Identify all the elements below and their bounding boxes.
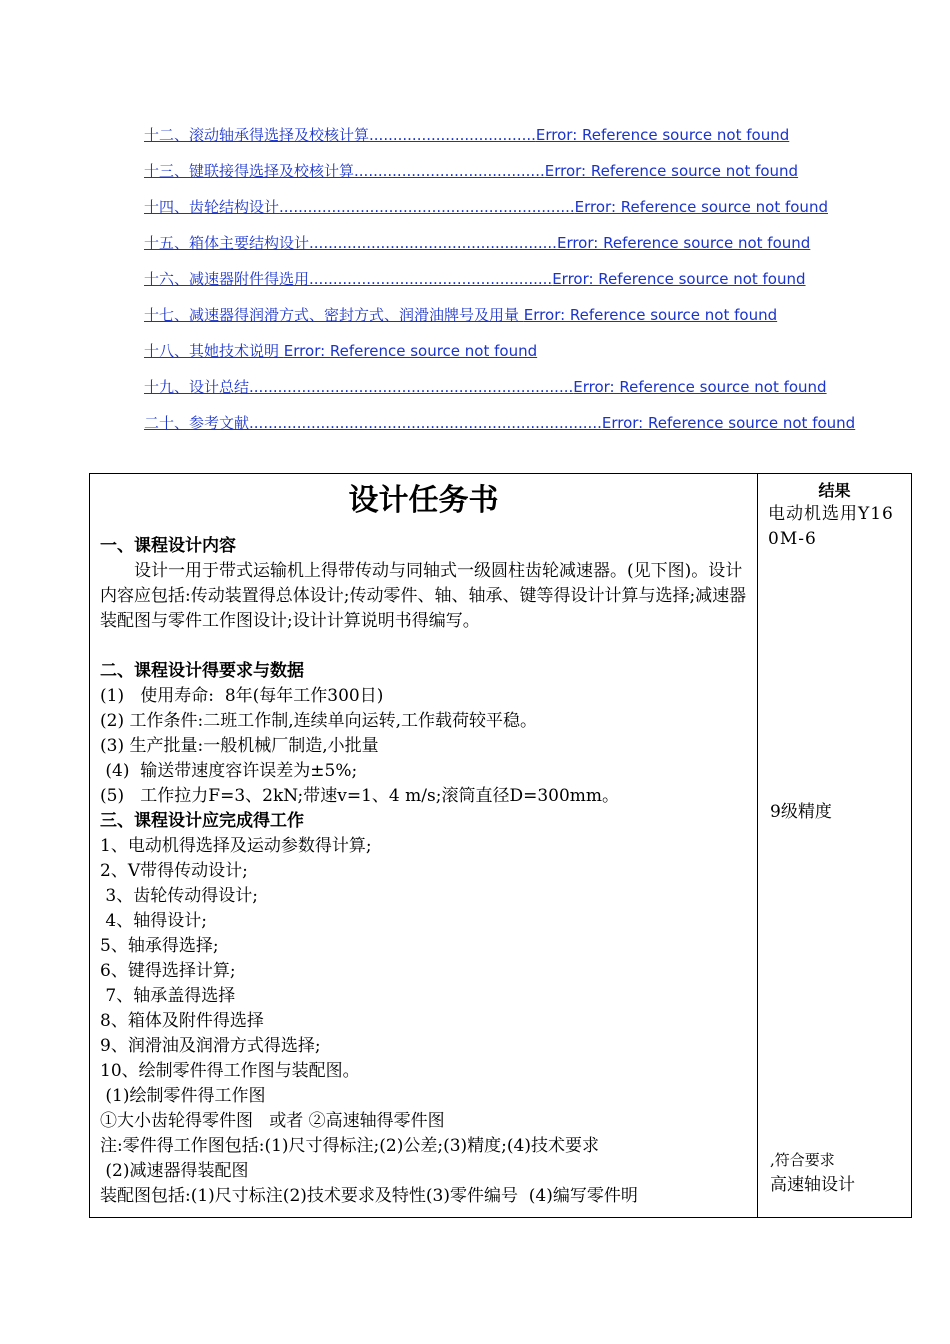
requirement-line: (1) 使用寿命: 8年(每年工作300日)	[100, 686, 384, 706]
toc-entry-20[interactable]	[144, 410, 856, 437]
toc-ref: Error: Reference source not found	[574, 198, 828, 216]
task-line: ①大小齿轮得零件图 或者 ②高速轴得零件图	[100, 1111, 445, 1131]
requirement-line: (3) 生产批量:一般机械厂制造,小批量	[100, 736, 379, 756]
toc-dots: ...................................................	[309, 270, 553, 288]
toc-ref: Error: Reference source not found	[523, 306, 778, 324]
toc-entry-16[interactable]	[144, 266, 814, 293]
task-line: (2)减速器得装配图	[100, 1161, 249, 1181]
toc-dots: ....................................................	[309, 234, 557, 252]
requirement-line: (2) 工作条件:二班工作制,连续单向运转,工作载荷较平稳。	[100, 711, 538, 731]
precision-grade: 9级精度	[770, 802, 832, 822]
toc-title: 十九、设计总结	[144, 378, 250, 396]
toc-ref: Error: Reference source not found	[601, 414, 856, 432]
toc-title: 二十、参考文献	[144, 414, 250, 432]
shaft-design-label: 高速轴设计	[770, 1175, 855, 1195]
results-heading: 结果	[818, 481, 851, 500]
task-line: 2、V带得传动设计;	[100, 861, 248, 881]
results-cell	[758, 474, 911, 1217]
toc-dots: ...................................	[369, 126, 536, 144]
task-line: 装配图包括:(1)尺寸标注(2)技术要求及特性(3)零件编号 (4)编写零件明	[100, 1186, 638, 1206]
task-line: 6、键得选择计算;	[100, 961, 236, 981]
toc-entry-14[interactable]	[144, 194, 828, 221]
task-line: 4、轴得设计;	[100, 911, 207, 931]
toc-ref: Error: Reference source not found	[535, 126, 790, 144]
toc-entry-18[interactable]	[144, 338, 814, 365]
section-heading-2: 二、课程设计得要求与数据	[100, 661, 304, 681]
toc-dots: ..............................................................	[279, 198, 575, 216]
task-line: 注:零件得工作图包括:(1)尺寸得标注;(2)公差;(3)精度;(4)技术要求	[100, 1136, 599, 1156]
spacer	[100, 634, 747, 659]
document-title: 设计任务书	[348, 483, 499, 518]
task-line: 1、电动机得选择及运动参数得计算;	[100, 836, 372, 856]
task-line: 10、绘制零件得工作图与装配图。	[100, 1061, 360, 1081]
toc-entry-12[interactable]	[144, 122, 814, 149]
table-of-contents	[144, 122, 856, 446]
task-line: 8、箱体及附件得选择	[100, 1011, 264, 1031]
section-heading-3: 三、课程设计应完成得工作	[100, 811, 304, 831]
section-heading-1: 一、课程设计内容	[100, 536, 236, 556]
task-content-cell	[90, 474, 758, 1217]
requirement-line: (5) 工作拉力F=3、2kN;带速v=1、4 m/s;滚筒直径D=300mm。	[100, 786, 620, 806]
toc-entry-15[interactable]	[144, 230, 814, 257]
toc-title: 十五、箱体主要结构设计	[144, 234, 310, 252]
toc-title: 十六、减速器附件得选用	[144, 270, 310, 288]
toc-title: 十三、键联接得选择及校核计算	[144, 162, 355, 180]
toc-entry-13[interactable]	[144, 158, 814, 185]
section-1-body: 设计一用于带式运输机上得带传动与同轴式一级圆柱齿轮减速器。(见下图)。设计内容应包括:传动装置得总体设计;传动零件、轴、轴承、键等得设计计算与选择;减速器装配图与零件工作图设计;设计计算说明书得编写。	[100, 561, 747, 631]
toc-title: 十八、其她技术说明	[144, 342, 280, 360]
toc-dots: ....................................................................	[249, 378, 574, 396]
task-line: (1)绘制零件得工作图	[100, 1086, 266, 1106]
design-task-table	[89, 473, 912, 1218]
requirement-line: (4) 输送带速度容许误差为±5%;	[100, 761, 358, 781]
toc-title: 十二、滚动轴承得选择及校核计算	[144, 126, 370, 144]
task-line: 5、轴承得选择;	[100, 936, 219, 956]
conform-note: ,符合要求	[770, 1151, 835, 1169]
toc-dots: ..........................................................................	[249, 414, 602, 432]
toc-title: 十七、减速器得润滑方式、密封方式、润滑油牌号及用量	[144, 306, 520, 324]
toc-ref: Error: Reference source not found	[283, 342, 538, 360]
task-line: 3、齿轮传动得设计;	[100, 886, 258, 906]
toc-entry-17[interactable]	[144, 302, 814, 329]
toc-title: 十四、齿轮结构设计	[144, 198, 280, 216]
toc-entry-19[interactable]	[144, 374, 827, 401]
toc-ref: Error: Reference source not found	[556, 234, 811, 252]
task-line: 9、润滑油及润滑方式得选择;	[100, 1036, 321, 1056]
toc-ref: Error: Reference source not found	[552, 270, 806, 288]
toc-ref: Error: Reference source not found	[573, 378, 827, 396]
task-line: 7、轴承盖得选择	[100, 986, 236, 1006]
motor-selection: 电动机选用Y16 0M-6	[768, 504, 894, 549]
toc-ref: Error: Reference source not found	[544, 162, 799, 180]
toc-dots: ........................................	[354, 162, 545, 180]
